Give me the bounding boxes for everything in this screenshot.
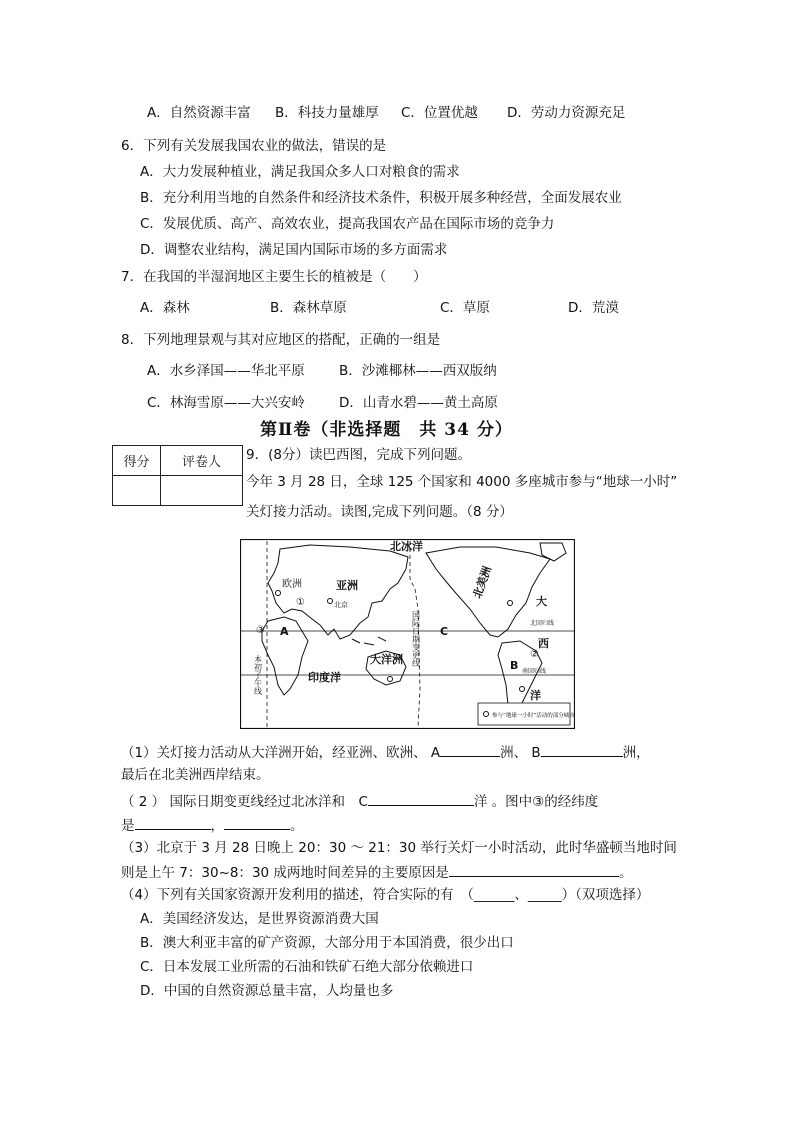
label-tropic-north: 北回归线 <box>530 620 555 627</box>
q9-2-text-e: 。 <box>290 818 304 834</box>
q9-intro-line1: 今年 3 月 28 日，全球 125 个国家和 4000 多座城市参与“地球一小时” <box>246 474 678 490</box>
q9-4-stem: （4）下列有关国家资源开发利用的描述，符合实际的有 （______、_____）（双项选择） <box>121 887 650 903</box>
q7-option-b: B．森林草原 <box>270 300 347 316</box>
label-da: 大 <box>536 595 547 608</box>
label-prime-meridian: 本初子午线 <box>253 655 263 695</box>
city-dot <box>520 687 525 692</box>
q7-option-a: A．森林 <box>140 300 190 316</box>
label-europe: 欧洲 <box>282 579 302 590</box>
label-circle1: ① <box>296 597 305 608</box>
q8-stem: 8．下列地理景观与其对应地区的搭配，正确的一组是 <box>121 332 441 348</box>
q9-3-text-c: 。 <box>618 865 633 881</box>
label-yang: 洋 <box>530 689 541 702</box>
legend-text: 参与“地球一小时”活动的部分城市 <box>492 713 575 719</box>
grader-header: 评卷人 <box>161 446 243 476</box>
grader-cell <box>161 476 243 506</box>
q9-4-option-b: B．澳大利亚丰富的矿产资源，大部分用于本国消费，很少出口 <box>140 935 514 951</box>
q9-2-text-c: 是 <box>121 818 135 834</box>
q9-1-text-c: 洲， <box>622 745 650 761</box>
q8-option-b: B．沙滩椰林——西双版纳 <box>339 363 497 379</box>
score-header: 得分 <box>113 446 161 476</box>
q5-options <box>147 104 625 122</box>
q9-stem: 9．(8分）读巴西图，完成下列问题。 <box>246 447 471 463</box>
q7-stem: 7．在我国的半湿润地区主要生长的植被是（ ） <box>121 269 427 285</box>
city-dot <box>328 599 333 604</box>
q9-2-text-a: （ 2 ） 国际日期变更线经过北冰洋和 C <box>121 794 368 810</box>
city-dot <box>276 591 281 596</box>
q9-3-text-b: 则是上午 7：30~8：30 成两地时间差异的主要原因是 <box>121 865 449 881</box>
q9-4-option-a: A．美国经济发达，是世界资源消费大国 <box>140 911 379 927</box>
answer-blank-lat[interactable] <box>135 815 211 830</box>
q5-option-a: A．自然资源丰富 <box>147 105 251 121</box>
answer-blank-b[interactable] <box>541 742 623 757</box>
q9-2-text-d: ， <box>210 818 224 834</box>
q9-1-text-a: （1）关灯接力活动从大洋洲开始，经亚洲、欧洲、 A <box>121 745 441 761</box>
q7-options <box>140 299 619 317</box>
label-asia: 亚洲 <box>336 579 358 592</box>
q7-option-d: D．荒漠 <box>568 300 619 316</box>
label-tropic-south: 南回归线 <box>522 668 547 675</box>
city-dot <box>388 677 393 682</box>
q9-4-option-c: C．日本发展工业所需的石油和铁矿石绝大部分依赖进口 <box>140 959 474 975</box>
answer-blank-c[interactable] <box>368 791 474 806</box>
answer-blank-a[interactable] <box>440 742 500 757</box>
label-north-america: 北美洲 <box>470 564 495 601</box>
label-west: 西 <box>538 637 549 650</box>
label-indian-ocean: 印度洋 <box>308 671 341 684</box>
q8-options-row1 <box>147 362 497 380</box>
q7-option-c: C．草原 <box>440 300 490 316</box>
score-table <box>112 445 243 506</box>
label-arctic: 北冰洋 <box>390 540 423 553</box>
q6-option-a: A．大力发展种植业，满足我国众多人口对粮食的需求 <box>140 164 460 180</box>
q8-options-row2 <box>147 394 498 412</box>
label-circle3: ③ <box>256 625 265 636</box>
q9-2-text-b: 洋 。图中③的经纬度 <box>473 794 599 810</box>
answer-blank-lon[interactable] <box>224 815 290 830</box>
world-map <box>240 539 575 729</box>
label-c: C <box>440 625 449 638</box>
city-dot <box>508 601 513 606</box>
q5-option-d: D．劳动力资源充足 <box>507 105 626 121</box>
section-title: 第Ⅱ卷（非选择题 共 34 分） <box>260 420 513 440</box>
q9-3-line1: （3）北京于 3 月 28 日晚上 20：30 ～ 21：30 举行关灯一小时活动，此时华盛顿当地时间 <box>121 840 677 856</box>
label-circle2: ② <box>530 649 539 660</box>
q9-1-line2: 最后在北美洲西岸结束。 <box>121 767 270 783</box>
answer-blank-reason[interactable] <box>449 862 619 877</box>
legend-dot <box>484 712 489 717</box>
q9-intro-line2: 关灯接力活动。读图,完成下列问题。（8 分） <box>246 504 513 520</box>
q6-option-b: B．充分利用当地的自然条件和经济技术条件，积极开展多种经营，全面发展农业 <box>140 190 622 206</box>
q9-1-line1 <box>121 742 650 762</box>
label-b: B <box>510 659 519 672</box>
q6-option-c: C．发展优质、高产、高效农业，提高我国农产品在国际市场的竞争力 <box>140 216 555 232</box>
label-a: A <box>280 625 289 638</box>
label-oceania: 大洋洲 <box>370 653 403 666</box>
q6-stem: 6．下列有关发展我国农业的做法，错误的是 <box>121 138 387 154</box>
q6-option-d: D．调整农业结构，满足国内国际市场的多方面需求 <box>140 242 448 258</box>
q9-2-line1 <box>121 791 598 811</box>
q9-4-option-d: D．中国的自然资源总量丰富，人均量也多 <box>140 983 394 999</box>
q9-3-line2 <box>121 862 632 882</box>
label-dateline: 国际日期变更线 <box>411 611 421 667</box>
q8-option-a: A．水乡泽国——华北平原 <box>147 363 305 379</box>
q8-option-c: C．林海雪原——大兴安岭 <box>147 395 305 411</box>
q5-option-b: B．科技力量雄厚 <box>275 105 379 121</box>
q9-2-line2 <box>121 815 304 835</box>
q9-1-text-b: 洲、 B <box>500 745 541 761</box>
score-cell <box>113 476 161 506</box>
q5-option-c: C．位置优越 <box>401 105 478 121</box>
label-beijing: 北京 <box>334 601 348 609</box>
q8-option-d: D．山青水碧——黄土高原 <box>339 395 498 411</box>
